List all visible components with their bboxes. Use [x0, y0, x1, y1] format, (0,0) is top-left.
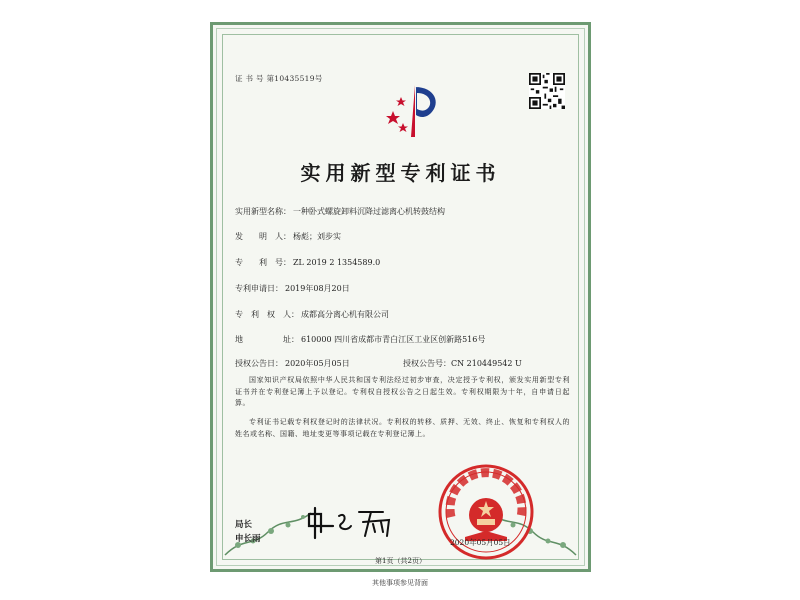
field-label: 发 明 人：: [235, 232, 291, 241]
field-utility-model-name: [235, 206, 445, 217]
field-label: 授权公告日：: [235, 359, 283, 368]
patent-certificate: [210, 22, 591, 572]
field-value: 2019年08月20日: [285, 284, 350, 293]
field-value: 一种卧式螺旋卸料沉降过滤离心机转鼓结构: [293, 207, 445, 216]
field-grant-date: [235, 358, 350, 369]
field-value: 2020年05月05日: [285, 359, 350, 368]
certificate-title: 实用新型专利证书: [300, 161, 501, 185]
director-block: [235, 518, 261, 546]
page-number: 第1页（共2页）: [375, 557, 426, 565]
field-grant-number: [403, 358, 522, 369]
seal-date: 2020年05月05日: [450, 538, 511, 547]
director-title: 局长: [235, 520, 253, 530]
field-value: 610000 四川省成都市青白江区工业区创新路516号: [301, 335, 486, 344]
statement-paragraph-1: 国家知识产权局依照中华人民共和国专利法经过初步审查，决定授予专利权，颁发实用新型专利证书并在专利登记簿上予以登记。专利权自授权公告之日起生效。专利权期限为十年，自申请日起算。: [235, 376, 570, 407]
field-address: [235, 334, 485, 345]
field-label: 地 址：: [235, 335, 299, 344]
field-value: ZL 2019 2 1354589.0: [293, 258, 381, 267]
field-patentee: [235, 309, 389, 320]
field-label: 专利申请日：: [235, 284, 283, 293]
director-name: 申长雨: [235, 534, 261, 544]
field-label: 专 利 权 人：: [235, 310, 299, 319]
field-label: 专 利 号：: [235, 258, 291, 267]
handwritten-signature-icon: [303, 502, 403, 542]
field-value: 成都高分离心机有限公司: [301, 310, 389, 319]
field-patent-number: [235, 257, 380, 268]
field-label: 授权公告号：: [403, 359, 451, 368]
footer-note: 其他事项参见背面: [372, 579, 428, 587]
field-value: 杨彪；刘步实: [293, 232, 341, 241]
field-label: 实用新型名称：: [235, 207, 291, 216]
certificate-number: 证 书 号 第10435519号: [235, 74, 323, 83]
patent-office-logo-icon: [383, 81, 445, 141]
qr-code-icon: [529, 73, 565, 109]
field-inventor: [235, 231, 341, 242]
statement-paragraph-2: 专利证书记载专利权登记时的法律状况。专利权的转移、质押、无效、终止、恢复和专利权人的姓名或名称、国籍、地址变更等事项记载在专利登记簿上。: [235, 418, 570, 438]
field-application-date: [235, 283, 350, 294]
field-value: CN 210449542 U: [451, 359, 522, 368]
